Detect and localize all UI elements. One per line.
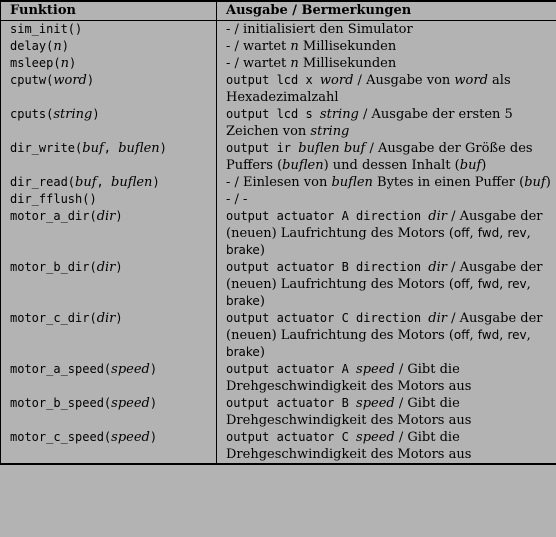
description-cell <box>217 310 556 361</box>
description-cell-text: output actuator B <box>226 396 357 410</box>
description-cell-text: string <box>310 124 350 139</box>
description-cell-text: , <box>469 328 478 343</box>
description-cell-text: string <box>319 107 359 122</box>
description-cell <box>217 361 556 395</box>
description-cell-text: off <box>453 328 470 342</box>
function-cell-text: speed <box>111 362 150 377</box>
function-cell-text: buflen <box>118 141 160 156</box>
function-cell <box>1 38 217 55</box>
description-cell-text: , <box>499 328 508 343</box>
description-cell-text: ) <box>481 158 487 173</box>
table-row <box>1 106 556 140</box>
function-cell-text: dir_read( <box>10 175 76 189</box>
function-cell-text: n <box>60 56 69 71</box>
description-cell <box>217 140 556 174</box>
description-cell-text: output lcd s <box>226 107 320 121</box>
function-cell-text: ) <box>149 396 158 410</box>
description-cell-text: speed <box>356 362 395 377</box>
function-cell-text: , <box>103 141 119 155</box>
description-cell-text: output ir <box>226 141 299 155</box>
function-cell-text: buflen <box>111 175 153 190</box>
description-cell-text: - / - <box>226 192 248 207</box>
table-row <box>1 208 556 259</box>
table-row <box>1 21 556 39</box>
header-function: Funktion <box>1 1 217 21</box>
table-row <box>1 174 556 191</box>
function-cell <box>1 395 217 429</box>
description-cell <box>217 208 556 259</box>
function-cell-text: cputw( <box>10 73 54 87</box>
table-row <box>1 38 556 55</box>
function-cell-text: word <box>53 73 87 88</box>
description-cell-text: output actuator A direction <box>226 209 429 223</box>
description-cell-text: , <box>469 277 478 292</box>
description-cell-text: als Hexadezimalzahl <box>226 73 511 105</box>
function-cell-text: ) <box>115 260 123 274</box>
description-cell-text: / Ausgabe von <box>353 73 455 88</box>
description-cell-text: ) <box>259 345 265 360</box>
function-cell <box>1 310 217 361</box>
function-cell-text: ) <box>86 73 95 87</box>
table-row <box>1 72 556 106</box>
description-cell-text: , <box>499 277 508 292</box>
description-cell <box>217 21 556 39</box>
description-cell-text: - / wartet <box>226 39 291 54</box>
description-cell-text: / Ausgabe der Größe des Puffers ( <box>226 141 533 173</box>
description-cell-text: dir <box>428 260 447 275</box>
function-cell <box>1 429 217 464</box>
description-cell-text: dir <box>428 311 447 326</box>
header-output-remarks: Ausgabe / Bermerkungen <box>217 1 556 21</box>
table-row <box>1 191 556 208</box>
description-cell <box>217 38 556 55</box>
description-cell-text: , <box>526 226 531 241</box>
description-cell-text: - / wartet <box>226 56 291 71</box>
description-cell-text: Millisekunden <box>298 39 397 54</box>
description-cell-text: , <box>499 226 508 241</box>
description-cell-text: brake <box>226 294 260 308</box>
description-cell-text: brake <box>226 243 260 257</box>
function-cell <box>1 55 217 72</box>
function-cell-text: dir <box>96 260 116 275</box>
description-cell-text: buf <box>459 158 482 173</box>
description-cell-text: fwd <box>477 277 500 291</box>
table-row <box>1 259 556 310</box>
description-cell-text: / Gibt die Drehgeschwindigkeit des Motors aus <box>226 362 472 394</box>
function-cell-text: dir_write( <box>10 141 83 155</box>
function-cell-text: cputs( <box>10 107 54 121</box>
description-cell-text: off <box>453 226 470 240</box>
table-row <box>1 310 556 361</box>
table-body <box>1 21 556 465</box>
function-cell-text: motor_a_speed( <box>10 362 112 376</box>
table-header-row <box>1 1 556 21</box>
description-cell-text: , <box>526 328 531 343</box>
function-cell-text: ) <box>159 141 167 155</box>
function-cell <box>1 72 217 106</box>
function-cell-text: ) <box>115 311 123 325</box>
table-row <box>1 140 556 174</box>
table-row <box>1 429 556 464</box>
function-cell-text: dir <box>96 209 116 224</box>
description-cell-text: output lcd x <box>226 73 320 87</box>
description-cell-text: n <box>290 56 299 71</box>
function-cell-text: ) <box>115 209 123 223</box>
function-cell-text: speed <box>111 430 150 445</box>
description-cell <box>217 259 556 310</box>
function-cell <box>1 174 217 191</box>
description-cell-text: buflen <box>331 175 373 190</box>
function-cell <box>1 140 217 174</box>
function-cell-text: dir <box>96 311 116 326</box>
function-cell <box>1 361 217 395</box>
description-cell-text: word <box>319 73 354 88</box>
function-cell-text: motor_b_speed( <box>10 396 112 410</box>
description-cell-text: / Ausgabe der (neuen) Laufrichtung des Motors ( <box>226 209 543 241</box>
description-cell-text: n <box>290 39 299 54</box>
function-cell-text: string <box>53 107 93 122</box>
description-cell <box>217 55 556 72</box>
description-cell-text: - / Einlesen von <box>226 175 332 190</box>
description-cell-text: output actuator C <box>226 430 357 444</box>
function-cell <box>1 106 217 140</box>
function-cell-text: n <box>53 39 62 54</box>
table-row <box>1 361 556 395</box>
description-cell-text: buflen buf <box>298 141 366 156</box>
function-cell-text: msleep( <box>10 56 61 70</box>
description-cell-text: buf <box>524 175 546 190</box>
function-cell-text: , <box>96 175 111 189</box>
function-cell-text: motor_c_dir( <box>10 311 97 325</box>
description-cell-text: off <box>453 277 470 291</box>
function-cell-text: buf <box>82 141 104 156</box>
description-cell-text: / Gibt die Drehgeschwindigkeit des Motors aus <box>226 430 472 462</box>
function-cell-text: dir_fflush() <box>10 192 97 206</box>
function-cell-text: ) <box>149 430 158 444</box>
description-cell-text: Bytes in einen Puffer ( <box>372 175 525 190</box>
function-cell-text: ) <box>149 362 158 376</box>
function-cell-text: ) <box>152 175 160 189</box>
function-cell <box>1 21 217 39</box>
description-cell-text: rev <box>507 277 527 291</box>
description-cell-text: output actuator A <box>226 362 357 376</box>
function-cell <box>1 208 217 259</box>
description-cell-text: speed <box>356 396 395 411</box>
description-cell-text: dir <box>428 209 447 224</box>
function-cell-text: delay( <box>10 39 54 53</box>
function-cell-text: motor_a_dir( <box>10 209 97 223</box>
description-cell-text: , <box>469 226 478 241</box>
description-cell-text: word <box>454 73 488 88</box>
function-cell-text: buf <box>75 175 97 190</box>
description-cell-text: output actuator C direction <box>226 311 429 325</box>
description-cell-text: buflen <box>282 158 324 173</box>
table-row <box>1 55 556 72</box>
function-cell-text: motor_c_speed( <box>10 430 112 444</box>
description-cell-text: ) <box>259 243 265 258</box>
function-cell-text: speed <box>111 396 150 411</box>
table-row <box>1 395 556 429</box>
description-cell-text: output actuator B direction <box>226 260 429 274</box>
function-cell-text: ) <box>61 39 69 53</box>
description-cell <box>217 395 556 429</box>
description-cell-text: speed <box>356 430 395 445</box>
description-cell <box>217 106 556 140</box>
function-cell-text: ) <box>92 107 100 121</box>
description-cell-text: ) <box>545 175 551 190</box>
description-cell-text: ) und dessen Inhalt ( <box>323 158 460 173</box>
function-cell-text: ) <box>68 56 77 70</box>
function-cell <box>1 191 217 208</box>
function-cell-text: sim_init() <box>10 22 83 36</box>
description-cell-text: / Ausgabe der (neuen) Laufrichtung des Motors ( <box>226 311 543 343</box>
description-cell-text: rev <box>507 328 527 342</box>
description-cell <box>217 174 556 191</box>
description-cell-text: / Ausgabe der ersten 5 Zeichen von <box>226 107 513 139</box>
description-cell-text: / Ausgabe der (neuen) Laufrichtung des Motors ( <box>226 260 543 292</box>
description-cell-text: , <box>526 277 531 292</box>
description-cell-text: / Gibt die Drehgeschwindigkeit des Motors aus <box>226 396 472 428</box>
description-cell <box>217 429 556 464</box>
function-cell-text: motor_b_dir( <box>10 260 97 274</box>
description-cell <box>217 191 556 208</box>
description-cell <box>217 72 556 106</box>
description-cell-text: rev <box>507 226 527 240</box>
function-cell <box>1 259 217 310</box>
description-cell-text: ) <box>259 294 265 309</box>
description-cell-text: Millisekunden <box>298 56 397 71</box>
description-cell-text: brake <box>226 345 260 359</box>
description-cell-text: fwd <box>477 328 500 342</box>
description-cell-text: - / initialisiert den Simulator <box>226 22 413 37</box>
description-cell-text: fwd <box>477 226 500 240</box>
